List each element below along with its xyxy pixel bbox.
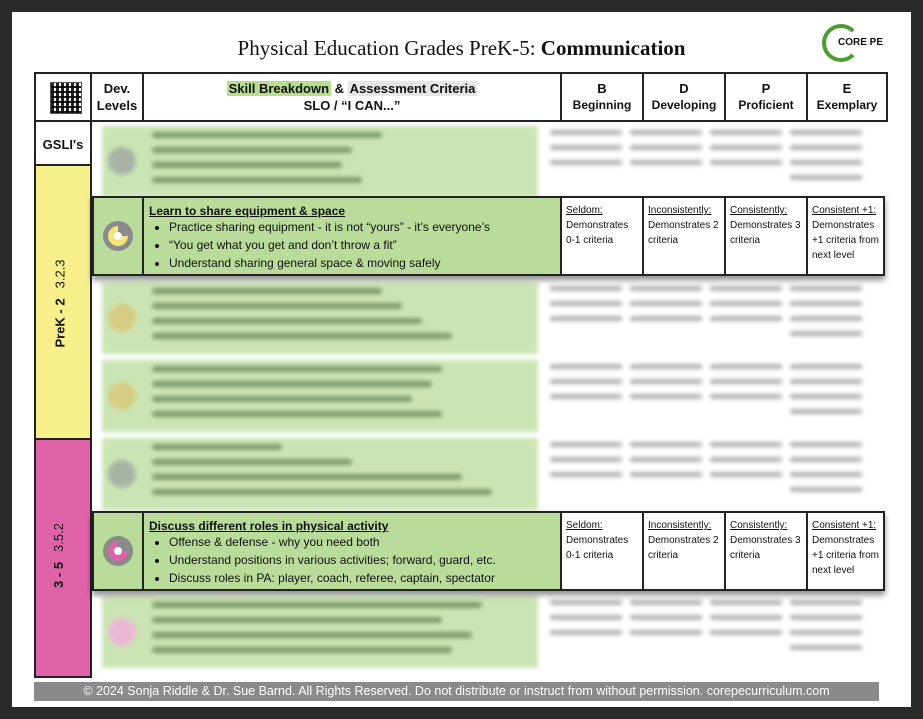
skill-breakdown-label: Skill Breakdown (228, 81, 330, 96)
copyright-footer: © 2024 Sonja Riddle & Dr. Sue Barnd. All Rights Reserved. Do not distribute or instruct from without permission. corepecurriculum.com (34, 682, 879, 701)
band-code: 3.5.2 (50, 523, 66, 552)
criteria-developing (642, 198, 724, 274)
criteria-proficient (724, 513, 806, 589)
obscured-row (102, 126, 852, 196)
criteria-head: Inconsistently: (648, 520, 712, 531)
criteria-body: Demonstrates 2 criteria (648, 535, 719, 561)
criteria-head: Consistent +1: (812, 205, 877, 216)
gsli-header (34, 120, 92, 166)
obscured-row (102, 438, 852, 510)
level-letter: D (679, 81, 689, 96)
icon-cell (94, 513, 144, 589)
page-title (12, 36, 911, 61)
obscured-row (102, 596, 852, 668)
level-header-exemplary (806, 72, 888, 122)
criteria-body: Demonstrates 2 criteria (648, 220, 719, 246)
pie-chart-icon (94, 198, 142, 274)
band-3-5 (34, 438, 92, 678)
criteria-proficient (724, 198, 806, 274)
skill-row-share-equipment (92, 196, 885, 276)
skill-bullet: • Understand positions in various activities; forward, guard, etc. (169, 551, 496, 569)
skill-bullets (149, 218, 490, 272)
qr-code-cell (34, 72, 92, 122)
skill-bullet: • Discuss roles in PA: player, coach, referee, captain, spectator (169, 569, 496, 587)
logo-text: CORE PE (838, 37, 884, 48)
criteria-body: Demonstrates +1 criteria from next level (812, 535, 879, 576)
title-main: Physical Education Grades PreK-5: (237, 36, 536, 60)
level-header-developing (642, 72, 726, 122)
amp-label: & (334, 81, 345, 96)
level-name: Beginning (572, 98, 632, 112)
band-code: 3.2.3 (52, 259, 68, 289)
criteria-body: Demonstrates +1 criteria from next level (812, 220, 879, 261)
criteria-beginning (560, 513, 642, 589)
skill-bullets (149, 533, 496, 587)
pie-chart-icon (94, 513, 142, 589)
level-letter: B (597, 81, 607, 96)
slo-label: SLO / “I CAN...” (303, 98, 401, 113)
level-header-proficient (724, 72, 808, 122)
gsli-label: GSLI's (42, 137, 84, 152)
level-letter: E (842, 81, 852, 96)
criteria-body: Demonstrates 3 criteria (730, 220, 801, 246)
obscured-row (102, 282, 852, 354)
level-letter: P (761, 81, 771, 96)
dev-levels-header (90, 72, 144, 122)
qr-code-icon (50, 82, 82, 114)
skill-bullet: • Practice sharing equipment - it is not “yours” - it’s everyone’s (169, 218, 490, 236)
assessment-criteria-label: Assessment Criteria (349, 81, 476, 96)
criteria-exemplary (806, 513, 883, 589)
level-name: Exemplary (816, 98, 878, 112)
level-name: Proficient (738, 98, 794, 112)
criteria-head: Inconsistently: (648, 205, 712, 216)
level-name: Developing (651, 98, 717, 112)
criteria-beginning (560, 198, 642, 274)
dev-levels-label: Dev. Levels (96, 81, 138, 113)
skill-title: Learn to share equipment & space (149, 204, 346, 218)
band-grade: 3 - 5 (50, 561, 66, 588)
title-bold: Communication (540, 36, 686, 60)
worksheet-page (12, 12, 911, 707)
criteria-head: Consistently: (730, 520, 788, 531)
band-grade: PreK - 2 (52, 298, 68, 348)
criteria-head: Consistently: (730, 205, 788, 216)
skill-bullet: • Understand sharing general space & moving safely (169, 254, 490, 272)
core-pe-logo (822, 24, 884, 64)
criteria-body: Demonstrates 0-1 criteria (566, 220, 629, 246)
criteria-head: Seldom: (566, 205, 603, 216)
criteria-developing (642, 513, 724, 589)
band-prek-2-label (53, 259, 68, 347)
band-prek-2 (34, 164, 92, 440)
skill-bullet: • Offense & defense - why you need both (169, 533, 496, 551)
band-3-5-label (51, 523, 66, 588)
criteria-head: Seldom: (566, 520, 603, 531)
obscured-row (102, 360, 852, 432)
criteria-exemplary (806, 198, 883, 274)
skill-bullet: • “You get what you get and don’t throw a fit” (169, 236, 490, 254)
skill-breakdown-header (142, 72, 562, 122)
criteria-body: Demonstrates 3 criteria (730, 535, 801, 561)
level-header-beginning (560, 72, 644, 122)
skill-row-discuss-roles (92, 511, 885, 591)
criteria-body: Demonstrates 0-1 criteria (566, 535, 629, 561)
icon-cell (94, 198, 144, 274)
skill-title: Discuss different roles in physical activity (149, 519, 389, 533)
criteria-head: Consistent +1: (812, 520, 877, 531)
